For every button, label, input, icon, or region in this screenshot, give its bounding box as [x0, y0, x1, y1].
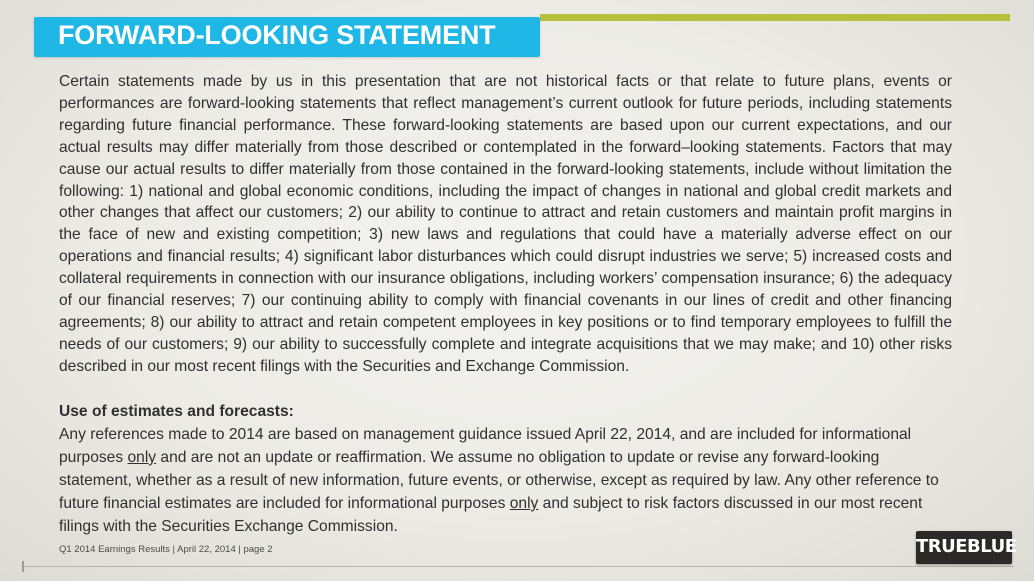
estimates-only-emphasis-1: only [127, 449, 157, 466]
estimates-heading: Use of estimates and forecasts: [59, 403, 294, 420]
title-bar [34, 17, 540, 57]
forward-looking-body: Certain statements made by us in this presentation that are not historical facts or that relate to future plans, events or performances are forward-looking statements that reflect management’s current outlook for future periods, including statements regarding future financial performance. These forward-looking statements are based upon our current expectations, and our actual results may differ materially from those described or contemplated in the forward–looking statements. Factors that may cause our actual results to differ materially from those contained in the forward-looking statements, include without limitation the following: 1) national and global economic conditions, including the impact of changes in national and global credit markets and other changes that affect our customers; 2) our ability to continue to attract and retain customers and maintain profit margins in the face of new and existing competition; 3) new laws and regulations that could have a materially adverse effect on our operations and financial results; 4) significant labor disturbances which could disrupt industries we serve; 5) increased costs and collateral requirements in connection with our insurance obligations, including workers’ compensation insurance; 6) the adequacy of our financial reserves; 7) our continuing ability to comply with financial covenants in our lines of credit and other financing agreements; 8) our ability to attract and retain competent employees in key positions or to find temporary employees to fulfill the needs of our customers; 9) our ability to successfully complete and integrate acquisitions that we may make; and 10) other risks described in our most recent filings with the Securities and Exchange Commission. [59, 73, 952, 375]
estimates-paragraph [59, 423, 952, 538]
estimates-text-part2: and are not an update or reaffirmation. We assume no obligation to update or revise any forward-looking statement, whether as a result of new information, future events, or otherwise, except as required by law. Any other reference to future financial estimates are included for informational purposes [59, 449, 939, 512]
accent-rule [540, 14, 1010, 21]
bottom-rule [24, 566, 1014, 567]
logo-text: TRUEBLUE [916, 536, 1017, 557]
estimates-text-part3: and subject to risk factors discussed in our most recent filings with the Securities Exchange Commission. [59, 495, 923, 535]
slide-footer: Q1 2014 Earnings Results | April 22, 2014 | page 2 [59, 544, 273, 555]
estimates-text-part1: Any references made to 2014 are based on management guidance issued April 22, 2014, and are included for informational purposes [59, 426, 912, 466]
forward-looking-paragraph [59, 71, 952, 378]
trueblue-logo [916, 531, 1017, 564]
estimates-only-emphasis-2: only [509, 495, 539, 512]
page-title: FORWARD-LOOKING STATEMENT [58, 20, 496, 50]
